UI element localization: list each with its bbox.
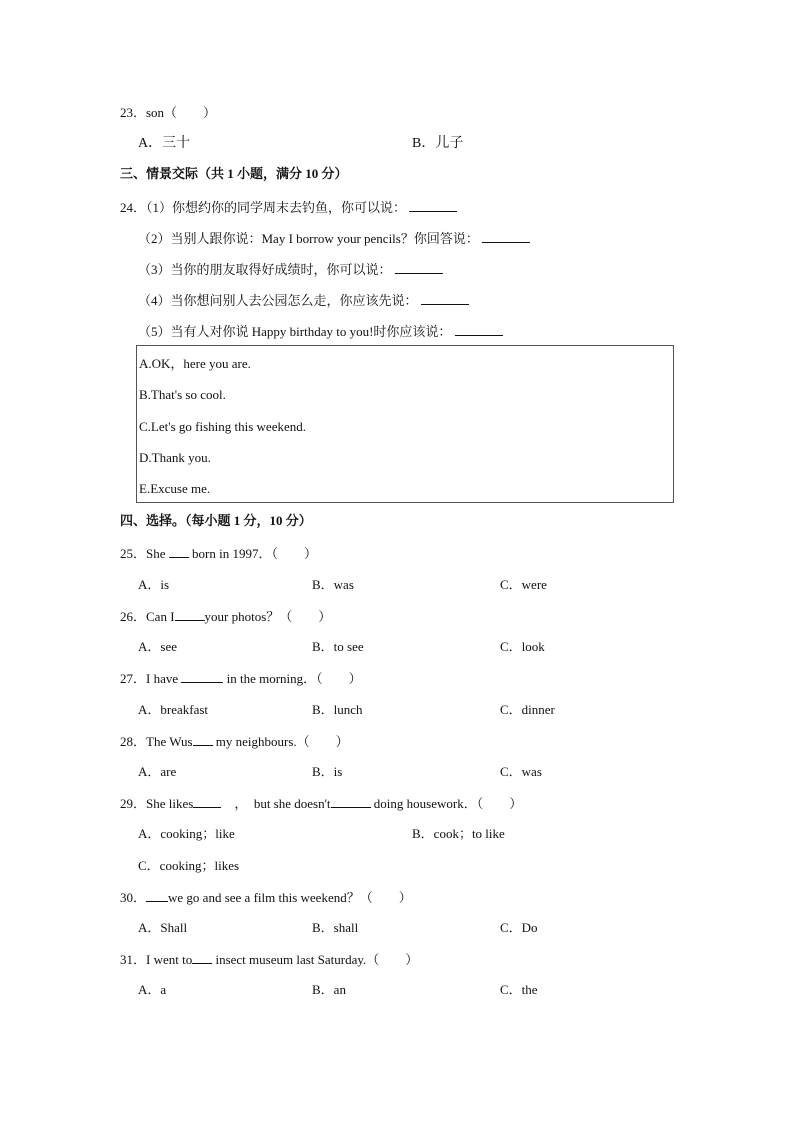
stem-part: in the morning．（ ） bbox=[223, 671, 362, 686]
question-29-option-a: A．cooking；like bbox=[138, 826, 235, 841]
question-24-item-3-text: （3）当你的朋友取得好成绩时，你可以说： bbox=[138, 262, 392, 277]
question-25-option-c: C．were bbox=[500, 577, 547, 592]
answer-blank[interactable] bbox=[169, 545, 189, 558]
question-26-option-a: A．see bbox=[138, 639, 177, 654]
choices-box bbox=[136, 345, 674, 503]
stem-part: doing housework．（ ） bbox=[370, 796, 523, 811]
stem-part: 30． bbox=[120, 890, 147, 905]
question-26-option-c: C．look bbox=[500, 639, 545, 654]
question-30-option-b: B．shall bbox=[312, 920, 359, 935]
stem-part: 29．She likes bbox=[120, 796, 194, 811]
answer-blank[interactable] bbox=[175, 608, 205, 621]
question-25-option-b: B．was bbox=[312, 577, 354, 592]
answer-blank[interactable] bbox=[409, 199, 457, 212]
question-29-option-b: B．cook；to like bbox=[412, 826, 505, 841]
question-30-option-a: A．Shall bbox=[138, 920, 188, 935]
question-31-option-a: A．a bbox=[138, 982, 167, 997]
stem-part: born in 1997．（ ） bbox=[188, 546, 317, 561]
answer-blank[interactable] bbox=[482, 230, 530, 243]
question-24-item-5 bbox=[138, 323, 503, 340]
question-28-option-a: A．are bbox=[138, 764, 177, 779]
question-24-item-1 bbox=[120, 199, 457, 216]
stem-part: insect museum last Saturday.（ ） bbox=[212, 952, 419, 967]
answer-blank[interactable] bbox=[146, 889, 168, 902]
question-23-option-b: B．儿子 bbox=[412, 136, 464, 151]
question-27-stem bbox=[120, 670, 362, 687]
answer-blank[interactable] bbox=[193, 733, 213, 746]
question-24-item-4-text: （4）当你想问别人去公园怎么走，你应该先说： bbox=[138, 293, 418, 308]
choice-b: B.That's so cool. bbox=[139, 387, 226, 402]
answer-blank[interactable] bbox=[181, 670, 223, 683]
question-27-option-b: B．lunch bbox=[312, 702, 363, 717]
answer-blank[interactable] bbox=[192, 951, 212, 964]
stem-part: 31．I went to bbox=[120, 952, 193, 967]
choice-c: C.Let's go fishing this weekend. bbox=[139, 419, 306, 434]
question-25-stem bbox=[120, 545, 317, 562]
question-26-option-b: B．to see bbox=[312, 639, 364, 654]
question-28-stem bbox=[120, 733, 349, 750]
question-24-item-5-text: （5）当有人对你说 Happy birthday to you!时你应该说： bbox=[138, 324, 452, 339]
stem-part: my neighbours.（ ） bbox=[212, 734, 349, 749]
answer-blank[interactable] bbox=[455, 323, 503, 336]
stem-part: 28．The Wus bbox=[120, 734, 193, 749]
question-28-option-b: B．is bbox=[312, 764, 343, 779]
question-24-item-4 bbox=[138, 292, 469, 309]
question-24-item-2 bbox=[138, 230, 530, 247]
answer-blank[interactable] bbox=[395, 261, 443, 274]
stem-part: your photos？（ ） bbox=[204, 609, 332, 624]
question-23-option-a: A．三十 bbox=[138, 136, 191, 151]
section-4-heading: 四、选择。（每小题 1 分，10 分） bbox=[120, 513, 312, 528]
question-27-option-a: A．breakfast bbox=[138, 702, 209, 717]
section-3-heading: 三、情景交际（共 1 小题，满分 10 分） bbox=[120, 166, 348, 181]
question-30-stem bbox=[120, 889, 412, 906]
question-26-stem bbox=[120, 608, 331, 625]
choice-e: E.Excuse me. bbox=[139, 481, 211, 496]
choice-d: D.Thank you. bbox=[139, 450, 211, 465]
stem-part: 26．Can I bbox=[120, 609, 175, 624]
question-31-stem bbox=[120, 951, 418, 968]
question-25-option-a: A．is bbox=[138, 577, 170, 592]
question-24-item-2-text: （2）当别人跟你说：May I borrow your pencils？你回答说： bbox=[138, 231, 479, 246]
stem-part: 25．She bbox=[120, 546, 169, 561]
stem-part: ， but she doesn't bbox=[221, 796, 331, 811]
question-29-option-c: C．cooking；likes bbox=[138, 858, 240, 873]
question-27-option-c: C．dinner bbox=[500, 702, 555, 717]
stem-part: 27．I have bbox=[120, 671, 182, 686]
question-28-option-c: C．was bbox=[500, 764, 542, 779]
question-30-option-c: C．Do bbox=[500, 920, 538, 935]
question-24-item-1-text: 24．（1）你想约你的同学周末去钓鱼，你可以说： bbox=[120, 200, 407, 215]
question-29-stem bbox=[120, 795, 522, 812]
question-23-stem: 23．son（ ） bbox=[120, 105, 217, 120]
question-31-option-b: B．an bbox=[312, 982, 346, 997]
answer-blank[interactable] bbox=[421, 292, 469, 305]
question-24-item-3 bbox=[138, 261, 443, 278]
answer-blank[interactable] bbox=[193, 795, 221, 808]
stem-part: we go and see a film this weekend？（ ） bbox=[168, 890, 412, 905]
answer-blank[interactable] bbox=[331, 795, 371, 808]
question-31-option-c: C．the bbox=[500, 982, 538, 997]
choice-a: A.OK，here you are. bbox=[139, 356, 251, 371]
